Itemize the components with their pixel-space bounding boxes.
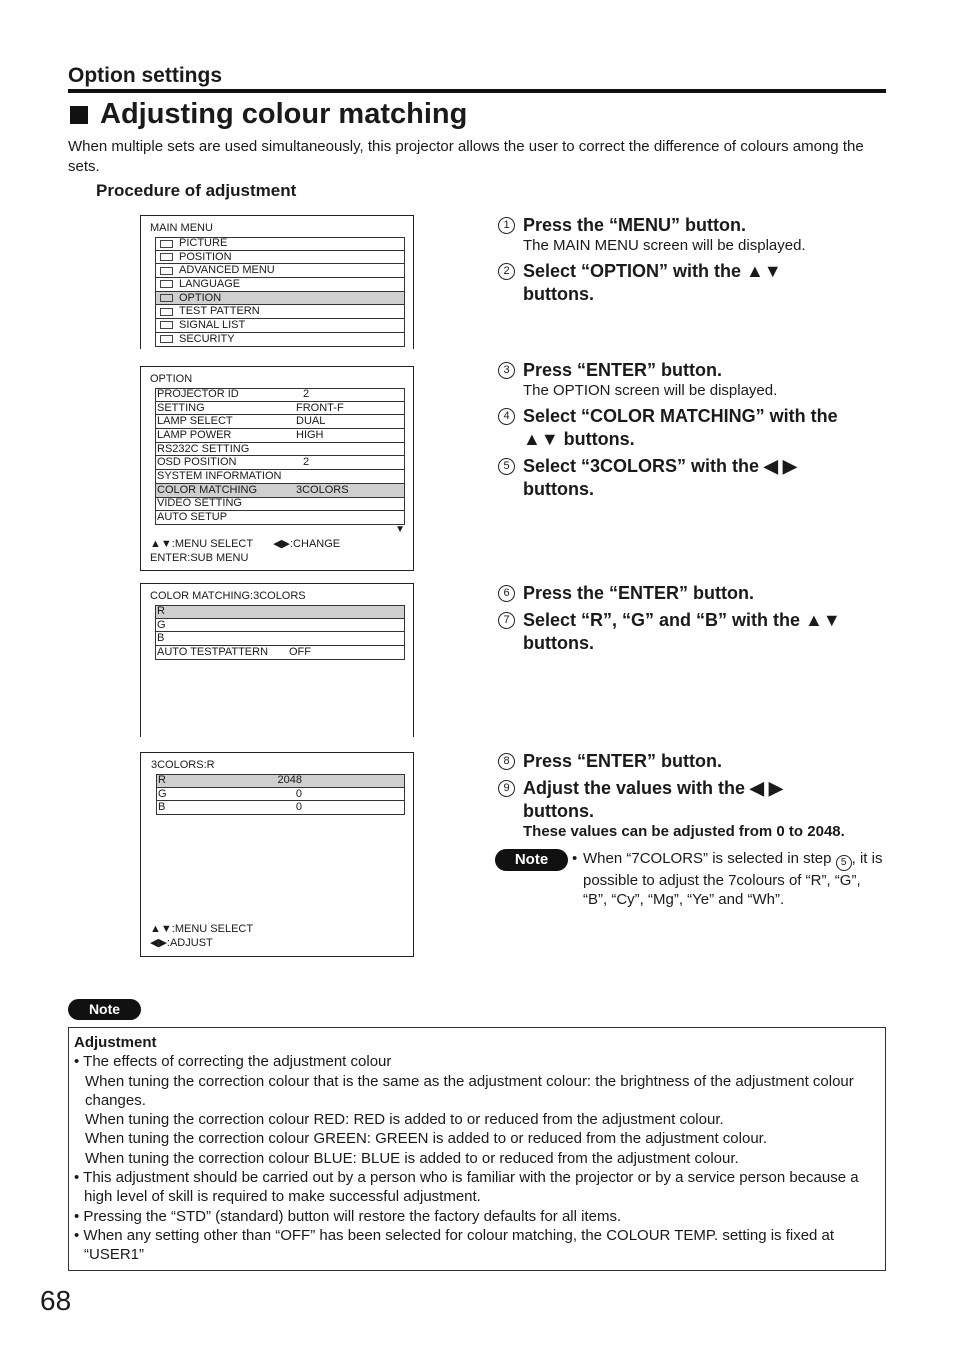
option-row-lamp-select[interactable] <box>155 415 405 429</box>
test-pattern-icon <box>160 308 173 316</box>
step-number: 4 <box>498 408 515 425</box>
bullet: • <box>572 850 578 867</box>
step-number: 8 <box>498 753 515 770</box>
color-matching-row-b[interactable] <box>155 632 405 646</box>
option-row-osd-position[interactable] <box>155 456 405 470</box>
note-bullet-4: • When any setting other than “OFF” has been selected for colour matching, the COLOUR TEMP. setting is fixed at “USER1” <box>74 1226 835 1264</box>
step-4 <box>498 405 873 451</box>
step-number: 9 <box>498 780 515 797</box>
main-menu-screen <box>140 215 414 349</box>
three-colors-title: 3COLORS:R <box>151 759 215 771</box>
security-icon <box>160 335 173 343</box>
option-row-label: LAMP SELECT <box>157 415 233 428</box>
signal-list-icon <box>160 321 173 329</box>
note-bullet-1: • The effects of correcting the adjustment colour <box>74 1053 392 1071</box>
option-row-value: DUAL <box>296 415 326 428</box>
menu-item-option[interactable] <box>155 292 405 306</box>
color-matching-row-value: OFF <box>289 645 311 658</box>
color-matching-row-label: AUTO TESTPATTERN <box>157 645 269 658</box>
option-row-label: SETTING <box>157 401 205 414</box>
step-8 <box>498 750 873 773</box>
option-row-value: 2 <box>303 456 310 469</box>
option-row-projector-id[interactable] <box>155 388 405 402</box>
step-text: Adjust the values with the ◀ ▶ buttons. <box>523 778 783 821</box>
step-2 <box>498 260 823 306</box>
menu-item-language[interactable] <box>155 278 405 292</box>
option-row-rs232c-setting[interactable] <box>155 443 405 457</box>
option-row-label: SYSTEM INFORMATION <box>157 469 282 482</box>
three-colors-row-value: 0 <box>295 787 302 800</box>
section-rule <box>68 89 886 93</box>
note-bullet-text: When any setting other than “OFF” has been selected for colour matching, the COLOUR TEMP. setting is fixed at “USER1” <box>83 1226 835 1264</box>
option-row-video-setting[interactable] <box>155 498 405 512</box>
intro-paragraph: When multiple sets are used simultaneously, this projector allows the user to correct the difference of colours among the sets. <box>68 138 864 175</box>
option-row-label: LAMP POWER <box>157 428 232 441</box>
option-row-label: PROJECTOR ID <box>157 388 239 401</box>
color-matching-row-r[interactable] <box>155 605 405 619</box>
step-text: Press the “MENU” button. <box>523 215 747 235</box>
three-colors-row-b[interactable] <box>156 801 405 815</box>
footer-menu-select: ▲▼:MENU SELECT <box>150 538 254 550</box>
menu-item-label: SIGNAL LIST <box>179 318 246 331</box>
bottom-note-box <box>68 1027 886 1271</box>
option-row-auto-setup[interactable] <box>155 511 405 525</box>
footer-enter-sub-menu: ENTER:SUB MENU <box>150 552 249 564</box>
note-heading: Adjustment <box>74 1034 157 1051</box>
page-title-text: Adjusting colour matching <box>100 98 468 130</box>
step-number: 1 <box>498 217 515 234</box>
three-colors-row-g[interactable] <box>156 788 405 802</box>
option-row-label: OSD POSITION <box>157 456 237 469</box>
note-bullet-text: This adjustment should be carried out by a person who is familiar with the projector or by a service person because a high level of skill is required to make successful adjustment. <box>83 1169 859 1206</box>
option-footer <box>150 537 340 565</box>
menu-item-picture[interactable] <box>155 237 405 251</box>
note-line: When tuning the correction colour BLUE: BLUE is added to or reduced from the adjustment colour. <box>85 1149 739 1167</box>
menu-item-label: SECURITY <box>179 332 235 345</box>
step-3-description: The OPTION screen will be displayed. <box>523 382 778 399</box>
step-text: Select “OPTION” with the ▲▼ buttons. <box>523 261 782 304</box>
step-text: Press “ENTER” button. <box>523 751 723 771</box>
scroll-down-icon: ▼ <box>395 524 405 535</box>
three-colors-row-value: 2048 <box>277 774 302 787</box>
note-bullet-text: Pressing the “STD” (standard) button will restore the factory defaults for all items. <box>83 1207 622 1225</box>
menu-item-security[interactable] <box>155 333 405 347</box>
step-7 <box>498 609 873 655</box>
footer-adjust: ◀▶:ADJUST <box>150 937 213 949</box>
bottom-note-label: Note <box>68 999 141 1020</box>
menu-item-signal-list[interactable] <box>155 319 405 333</box>
menu-item-label: TEST PATTERN <box>179 305 260 318</box>
menu-item-label: PICTURE <box>179 237 228 250</box>
three-colors-row-label: G <box>158 787 167 800</box>
side-note-text-after: , it is possible to adjust the 7colours of “R”, “G”, “B”, “Cy”, “Mg”, “Ye” and “Wh”. <box>583 850 883 908</box>
menu-item-position[interactable] <box>155 251 405 265</box>
option-row-value: HIGH <box>296 428 324 441</box>
step-text: Select “COLOR MATCHING” with the ▲▼ buttons. <box>523 406 838 449</box>
option-row-label: COLOR MATCHING <box>157 483 258 496</box>
option-row-value: FRONT-F <box>296 401 344 414</box>
procedure-heading: Procedure of adjustment <box>96 181 297 200</box>
three-colors-row-value: 0 <box>295 801 302 814</box>
side-note-text-before: When “7COLORS” is selected in step <box>583 850 832 867</box>
step-1 <box>498 214 873 237</box>
step-9-description: These values can be adjusted from 0 to 2048. <box>523 823 845 840</box>
step-number: 6 <box>498 585 515 602</box>
note-bullet-2: • This adjustment should be carried out by a person who is familiar with the projector or by a service person because a high level of skill is required to make successful adjustment. <box>74 1169 859 1206</box>
color-matching-title: COLOR MATCHING:3COLORS <box>150 590 306 602</box>
menu-item-advanced-menu[interactable] <box>155 264 405 278</box>
note-line: When tuning the correction colour RED: RED is added to or reduced from the adjustment colour. <box>85 1111 724 1129</box>
note-bullet-text: The effects of correcting the adjustment colour <box>83 1053 392 1071</box>
step-number: 3 <box>498 362 515 379</box>
step-text: Select “R”, “G” and “B” with the ▲▼ buttons. <box>523 610 841 653</box>
step-5 <box>498 455 823 501</box>
step-3 <box>498 359 873 382</box>
option-row-setting[interactable] <box>155 402 405 416</box>
step-text: Press “ENTER” button. <box>523 360 723 380</box>
step-number: 5 <box>498 458 515 475</box>
note-line: When tuning the correction colour that is the same as the adjustment colour: the brightness of the adjustment colour changes. <box>85 1072 854 1109</box>
option-screen-title: OPTION <box>150 373 193 385</box>
option-row-value: 3COLORS <box>296 483 349 496</box>
option-row-label: AUTO SETUP <box>157 511 228 524</box>
note-bullet-3: • Pressing the “STD” (standard) button will restore the factory defaults for all items. <box>74 1207 622 1225</box>
menu-item-label: LANGUAGE <box>179 277 241 290</box>
color-matching-row-auto-testpattern[interactable] <box>155 646 405 660</box>
advanced-menu-icon <box>160 267 173 275</box>
option-row-lamp-power[interactable] <box>155 429 405 443</box>
color-matching-row-label: G <box>157 618 166 631</box>
three-colors-row-label: B <box>158 801 166 814</box>
menu-item-label: POSITION <box>179 250 232 263</box>
menu-item-label: OPTION <box>179 291 222 304</box>
step-6 <box>498 582 873 605</box>
main-menu-title: MAIN MENU <box>150 222 213 234</box>
color-matching-screen <box>140 583 414 737</box>
color-matching-row-g[interactable] <box>155 619 405 633</box>
option-screen <box>140 366 414 571</box>
section-title: Option settings <box>68 64 222 87</box>
square-bullet-icon <box>70 106 88 124</box>
step-1-description: The MAIN MENU screen will be displayed. <box>523 237 806 254</box>
menu-item-test-pattern[interactable] <box>155 305 405 319</box>
three-colors-screen <box>140 752 414 957</box>
footer-menu-select: ▲▼:MENU SELECT <box>150 923 254 935</box>
picture-icon <box>160 240 173 248</box>
side-note <box>572 849 887 909</box>
side-note-label: Note <box>495 849 568 871</box>
option-icon <box>160 294 173 302</box>
step-number: 7 <box>498 612 515 629</box>
language-icon <box>160 280 173 288</box>
footer-change: ◀▶:CHANGE <box>273 538 341 550</box>
option-row-color-matching[interactable] <box>155 484 405 498</box>
option-row-label: VIDEO SETTING <box>157 497 242 510</box>
step-9 <box>498 777 823 823</box>
step-text: Press the “ENTER” button. <box>523 583 755 603</box>
page-number: 68 <box>40 1285 72 1316</box>
option-row-value: 2 <box>303 388 310 401</box>
step-number: 2 <box>498 263 515 280</box>
color-matching-row-label: R <box>157 605 165 618</box>
menu-item-label: ADVANCED MENU <box>179 264 275 277</box>
color-matching-row-label: B <box>157 632 165 645</box>
page-title <box>70 98 467 131</box>
option-row-system-information[interactable] <box>155 470 405 484</box>
three-colors-footer <box>150 922 253 950</box>
step-text: Select “3COLORS” with the ◀ ▶ buttons. <box>523 456 797 499</box>
option-row-label: RS232C SETTING <box>157 442 250 455</box>
side-note-step-ref: 5 <box>836 855 852 871</box>
note-line: When tuning the correction colour GREEN: GREEN is added to or reduced from the adjustment colour. <box>85 1130 768 1148</box>
three-colors-row-r[interactable] <box>156 774 405 788</box>
position-icon <box>160 253 173 261</box>
three-colors-row-label: R <box>158 774 166 787</box>
